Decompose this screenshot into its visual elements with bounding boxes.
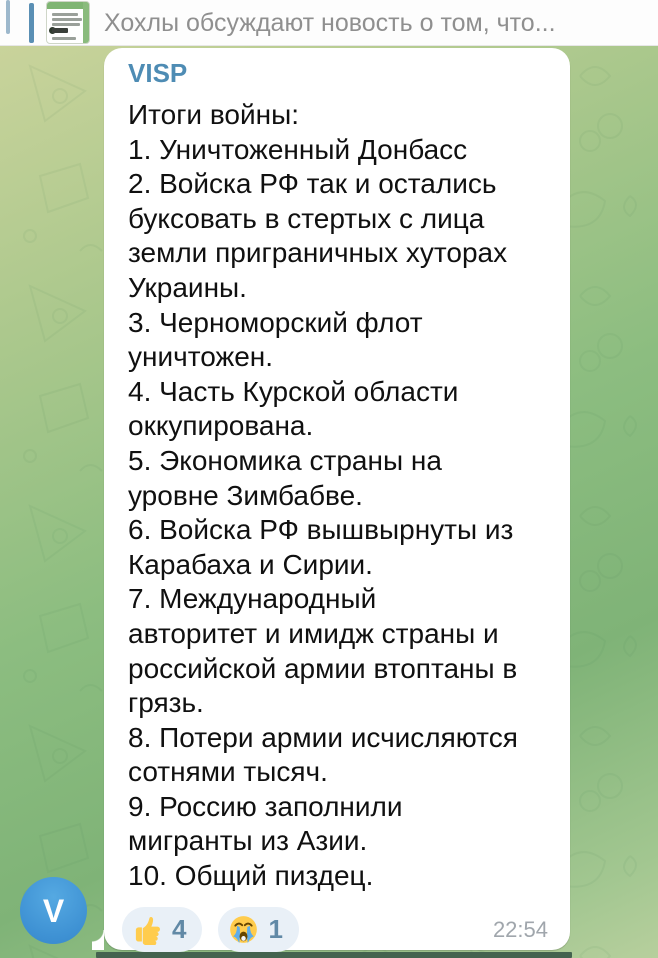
reply-accent-line <box>29 3 34 43</box>
message-bubble[interactable] <box>104 48 570 950</box>
reaction-count: 4 <box>172 913 187 944</box>
sender-name[interactable]: VISP <box>128 58 188 88</box>
reaction-crying[interactable] <box>218 907 298 952</box>
message-line: уничтожен. <box>128 341 274 373</box>
next-message-crop-edge <box>96 952 572 958</box>
message-timestamp: 22:54 <box>492 917 548 942</box>
message-line: Итоги войны: <box>128 99 299 130</box>
message-line: 4. Часть Курской области <box>128 375 459 407</box>
message-line: 1. Уничтоженный Донбасс <box>128 133 468 165</box>
sender-avatar[interactable] <box>20 877 87 944</box>
message-line: 5. Экономика страны на <box>128 444 442 476</box>
message-line: российской армии втоптаны в <box>128 652 518 684</box>
chat-background <box>0 46 658 958</box>
reactions-row <box>122 907 552 952</box>
message-line: мигранты из Азии. <box>128 825 368 857</box>
message-line: оккупирована. <box>128 410 314 442</box>
reply-thumbnail-image[interactable] <box>46 1 90 44</box>
message-line: земли приграничных хуторах <box>128 237 508 269</box>
reaction-count: 1 <box>268 913 283 944</box>
bubble-tail <box>92 930 104 950</box>
reaction-thumbs-up[interactable] <box>122 907 202 952</box>
message-line: сотнями тысяч. <box>128 756 328 788</box>
loudly-crying-icon <box>228 914 259 945</box>
message-line: Украины. <box>128 271 247 303</box>
message-line: 3. Черноморский флот <box>128 306 423 338</box>
message-line: буксовать в стертых с лица <box>128 202 485 234</box>
message-line: 7. Международный <box>128 583 377 615</box>
left-edge-line <box>6 0 10 34</box>
message-text <box>128 98 552 894</box>
message-line: Карабаха и Сирии. <box>128 548 373 580</box>
message-line: грязь. <box>128 687 204 719</box>
message-line: 9. Россию заполнили <box>128 790 403 822</box>
message-line: 8. Потери армии исчисляются <box>128 721 518 753</box>
message-line: уровне Зимбабве. <box>128 479 363 511</box>
reply-preview-text[interactable]: Хохлы обсуждают новость о том, что... <box>104 9 556 37</box>
message-line: 6. Войска РФ вышвырнуты из <box>128 514 514 546</box>
thumbs-up-icon <box>132 914 163 945</box>
reply-preview-bar[interactable] <box>0 0 658 46</box>
avatar-initial: V <box>42 892 65 929</box>
message-line: авторитет и имидж страны и <box>128 617 499 649</box>
message-line: 2. Войска РФ так и остались <box>128 168 497 200</box>
message-line: 10. Общий пиздец. <box>128 860 374 892</box>
